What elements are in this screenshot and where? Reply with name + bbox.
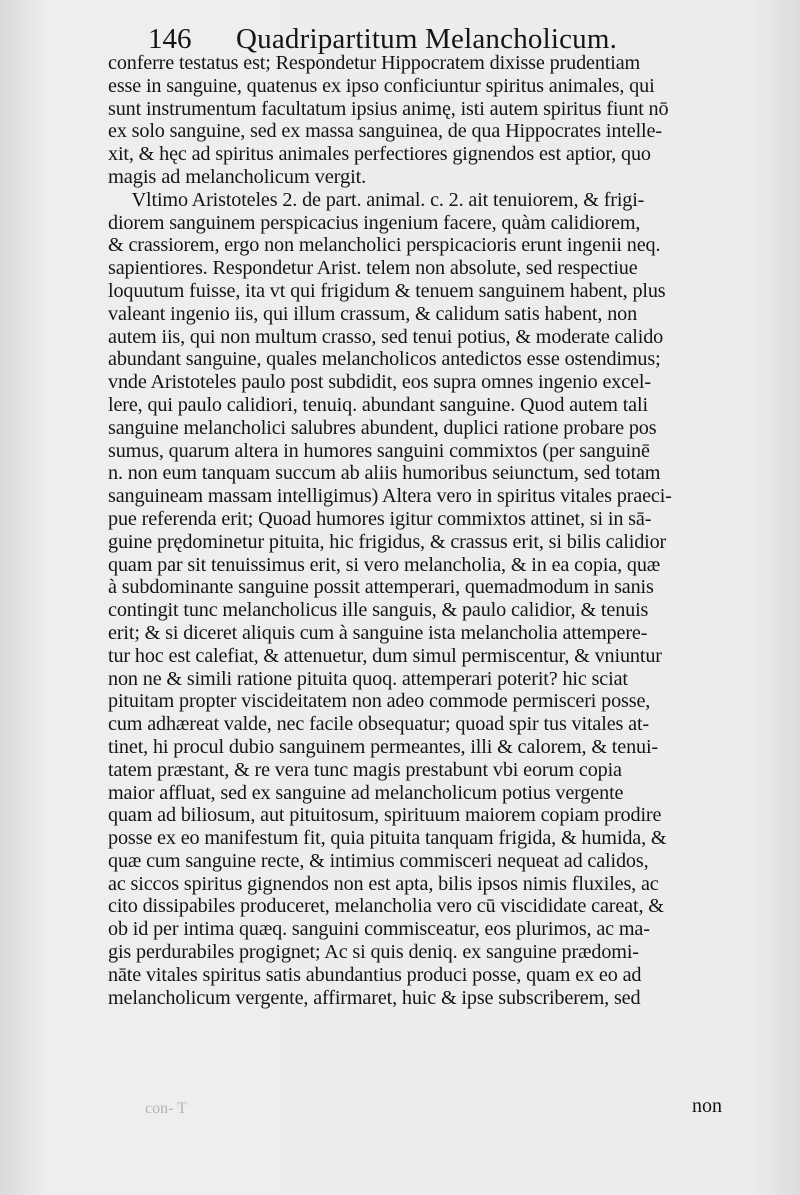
text-line: vnde Aristoteles paulo post subdidit, eos supra omnes ingenio excel-	[108, 371, 651, 394]
text-line: diorem sanguinem perspicacius ingenium facere, quàm calidiorem,	[108, 211, 641, 234]
text-line: esse in sanguine, quatenus ex ipso conficiuntur spiritus animales, qui	[108, 74, 655, 97]
text-line: pituitam propter viscideitatem non adeo commode permisceri posse,	[108, 690, 651, 713]
catchword: non	[692, 1095, 722, 1117]
text-line: quam ad biliosum, aut pituitosum, spirituum maiorem copiam prodire	[108, 804, 662, 827]
text-line: valeant ingenio iis, qui illum crassum, & calidum satis habent, non	[108, 302, 638, 325]
text-line: à subdominante sanguine possit attemperari, quemadmodum in sanis	[108, 576, 654, 599]
text-line: melancholicum vergente, affirmaret, huic & ipse subscriberem, sed	[108, 986, 641, 1009]
text-line: cum adhæreat valde, nec facile obsequatur; quoad spir tus vitales at-	[108, 713, 649, 736]
text-line: loquutum fuisse, ita vt qui frigidum & tenuem sanguinem habent, plus	[108, 279, 666, 302]
text-line: & crassiorem, ergo non melancholici perspicacioris erunt ingenii neq.	[108, 234, 661, 257]
running-title: Quadripartitum Melancholicum.	[236, 23, 618, 55]
text-line: non ne & simili ratione pituita quoq. attemperari poterit? hic sciat	[108, 667, 628, 690]
text-line: ob id per intima quæq. sanguini commisceatur, eos plurimos, ac ma-	[108, 918, 650, 941]
text-line: sunt instrumentum facultatum ipsius animę, isti autem spiritus fiunt nō	[108, 97, 669, 120]
text-line: posse ex eo manifestum fit, quia pituita tanquam frigida, & humida, &	[108, 827, 667, 850]
text-line: ex solo sanguine, sed ex massa sanguinea, de qua Hippocrates intelle-	[108, 120, 662, 143]
text-line: n. non eum tanquam succum ab aliis humoribus seiunctum, sed totam	[108, 462, 661, 485]
text-line: contingit tunc melancholicus ille sanguis, & paulo calidior, & tenuis	[108, 599, 649, 622]
body-text	[108, 52, 768, 1009]
text-line: ac siccos spiritus gignendos non est apta, bilis ipsos nimis fluxiles, ac	[108, 872, 659, 895]
bleed-through-text: con- T	[145, 1100, 187, 1117]
text-line: guine prędominetur pituita, hic frigidus, & crassus erit, si bilis calidior	[108, 530, 667, 553]
text-line: sumus, quarum altera in humores sanguini commixtos (per sanguinē	[108, 439, 650, 462]
text-line: tur hoc est calefiat, & attenuetur, dum simul permiscentur, & vniuntur	[108, 644, 662, 667]
text-line: abundant sanguine, quales melancholicos antedictos esse ostendimus;	[108, 348, 661, 371]
text-line: Vltimo Aristoteles 2. de part. animal. c. 2. ait tenuiorem, & frigi-	[131, 188, 645, 211]
text-line: quam par sit tenuissimus erit, si vero melancholia, & in ea copia, quæ	[108, 553, 661, 576]
text-line: tinet, hi procul dubio sanguinem permeantes, illi & calorem, & tenui-	[108, 735, 659, 758]
text-line: xit, & hęc ad spiritus animales perfectiores gignendos est aptior, quo	[108, 143, 651, 166]
text-line: sanguine melancholici salubres abundent, duplici ratione probare pos	[108, 416, 657, 439]
text-line: erit; & si diceret aliquis cum à sanguine ista melancholia attempere-	[108, 621, 648, 644]
text-line: autem iis, qui non multum crasso, sed tenui potius, & moderate calido	[108, 325, 664, 348]
text-line: pue referenda erit; Quoad humores igitur commixtos attinet, si in sā-	[108, 507, 652, 530]
text-line: magis ad melancholicum vergit.	[108, 165, 367, 188]
text-line: maior affluat, sed ex sanguine ad melancholicum potius vergente	[108, 781, 624, 804]
text-line: nāte vitales spiritus satis abundantius produci posse, quam ex eo ad	[108, 963, 642, 986]
text-line: conferre testatus est; Respondetur Hippocratem dixisse prudentiam	[108, 52, 641, 74]
text-line: quæ cum sanguine recte, & intimius commisceri nequeat ad calidos,	[108, 849, 649, 872]
text-line: cito dissipabiles produceret, melancholia vero cū viscididate careat, &	[108, 895, 664, 918]
page-number: 146	[148, 23, 192, 55]
text-line: sapientiores. Respondetur Arist. telem non absolute, sed respectiue	[108, 257, 638, 280]
text-line: lere, qui paulo calidiori, tenuiq. abundant sanguine. Quod autem tali	[108, 393, 648, 416]
text-line: tatem præstant, & re vera tunc magis prestabunt vbi eorum copia	[108, 758, 622, 781]
text-line: gis perdurabiles progignet; Ac si quis deniq. ex sanguine prædomi-	[108, 941, 639, 964]
text-line: sanguineam massam intelligimus) Altera vero in spiritus vitales praeci-	[108, 485, 672, 508]
